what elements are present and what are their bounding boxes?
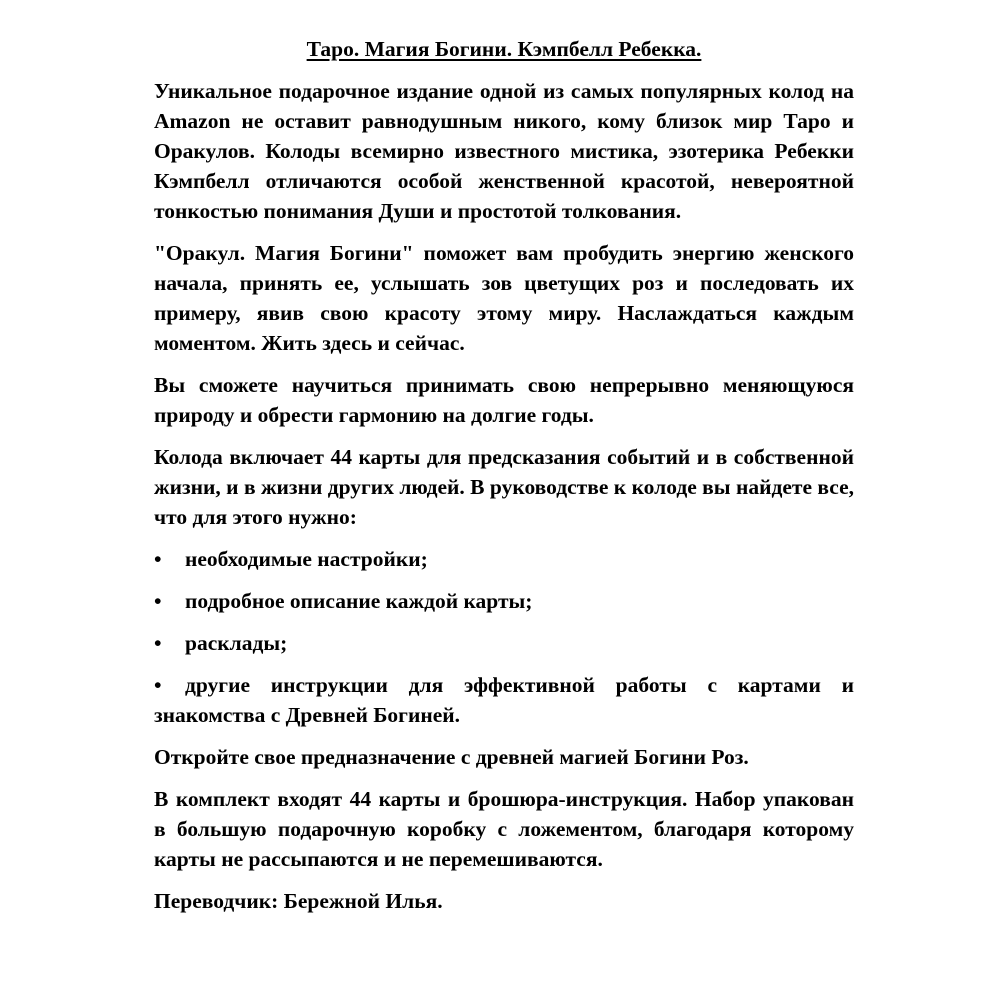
- list-item-text: необходимые настройки;: [185, 547, 428, 571]
- list-item: [154, 628, 854, 658]
- paragraph-package: В комплект входят 44 карты и брошюра-инструкция. Набор упакован в большую подарочную коробку с ложементом, благодаря которому карты не рассыпаются и не перемешиваются.: [154, 787, 854, 871]
- bullet-icon: •: [154, 673, 162, 697]
- paragraph-translator: Переводчик: Бережной Илья.: [154, 889, 443, 913]
- list-item: [154, 670, 854, 730]
- bullet-icon: •: [154, 589, 162, 613]
- bullet-icon: •: [154, 631, 162, 655]
- list-item: [154, 586, 854, 616]
- paragraph-purpose: Откройте свое предназначение с древней магией Богини Роз.: [154, 745, 749, 769]
- list-item-text: подробное описание каждой карты;: [185, 589, 533, 613]
- paragraph-deck-contents: Колода включает 44 карты для предсказания событий и в собственной жизни, и в жизни других людей. В руководстве к колоде вы найдете все, что для этого нужно:: [154, 445, 854, 529]
- document-page: [154, 34, 854, 928]
- paragraph-intro: Уникальное подарочное издание одной из самых популярных колод на Amazon не оставит равнодушным никого, кому близок мир Таро и Оракулов. Колоды всемирно известного мистика, эзотерика Ребекки Кэмпбелл отличаются особой женственной красотой, невероятной тонкостью понимания Души и простотой толкования.: [154, 79, 854, 223]
- guide-contents-list: [154, 544, 854, 730]
- bullet-icon: •: [154, 547, 162, 571]
- paragraph-harmony: Вы сможете научиться принимать свою непрерывно меняющуюся природу и обрести гармонию на долгие годы.: [154, 373, 854, 427]
- document-title: Таро. Магия Богини. Кэмпбелл Ребекка.: [306, 37, 702, 61]
- list-item: [154, 544, 854, 574]
- paragraph-oracle: "Оракул. Магия Богини" поможет вам пробудить энергию женского начала, принять ее, услышать зов цветущих роз и последовать их примеру, явив свою красоту этому миру. Наслаждаться каждым моментом. Жить здесь и сейчас.: [154, 241, 854, 355]
- list-item-text: другие инструкции для эффективной работы с картами и знакомства с Древней Богиней.: [154, 673, 854, 727]
- list-item-text: расклады;: [185, 631, 288, 655]
